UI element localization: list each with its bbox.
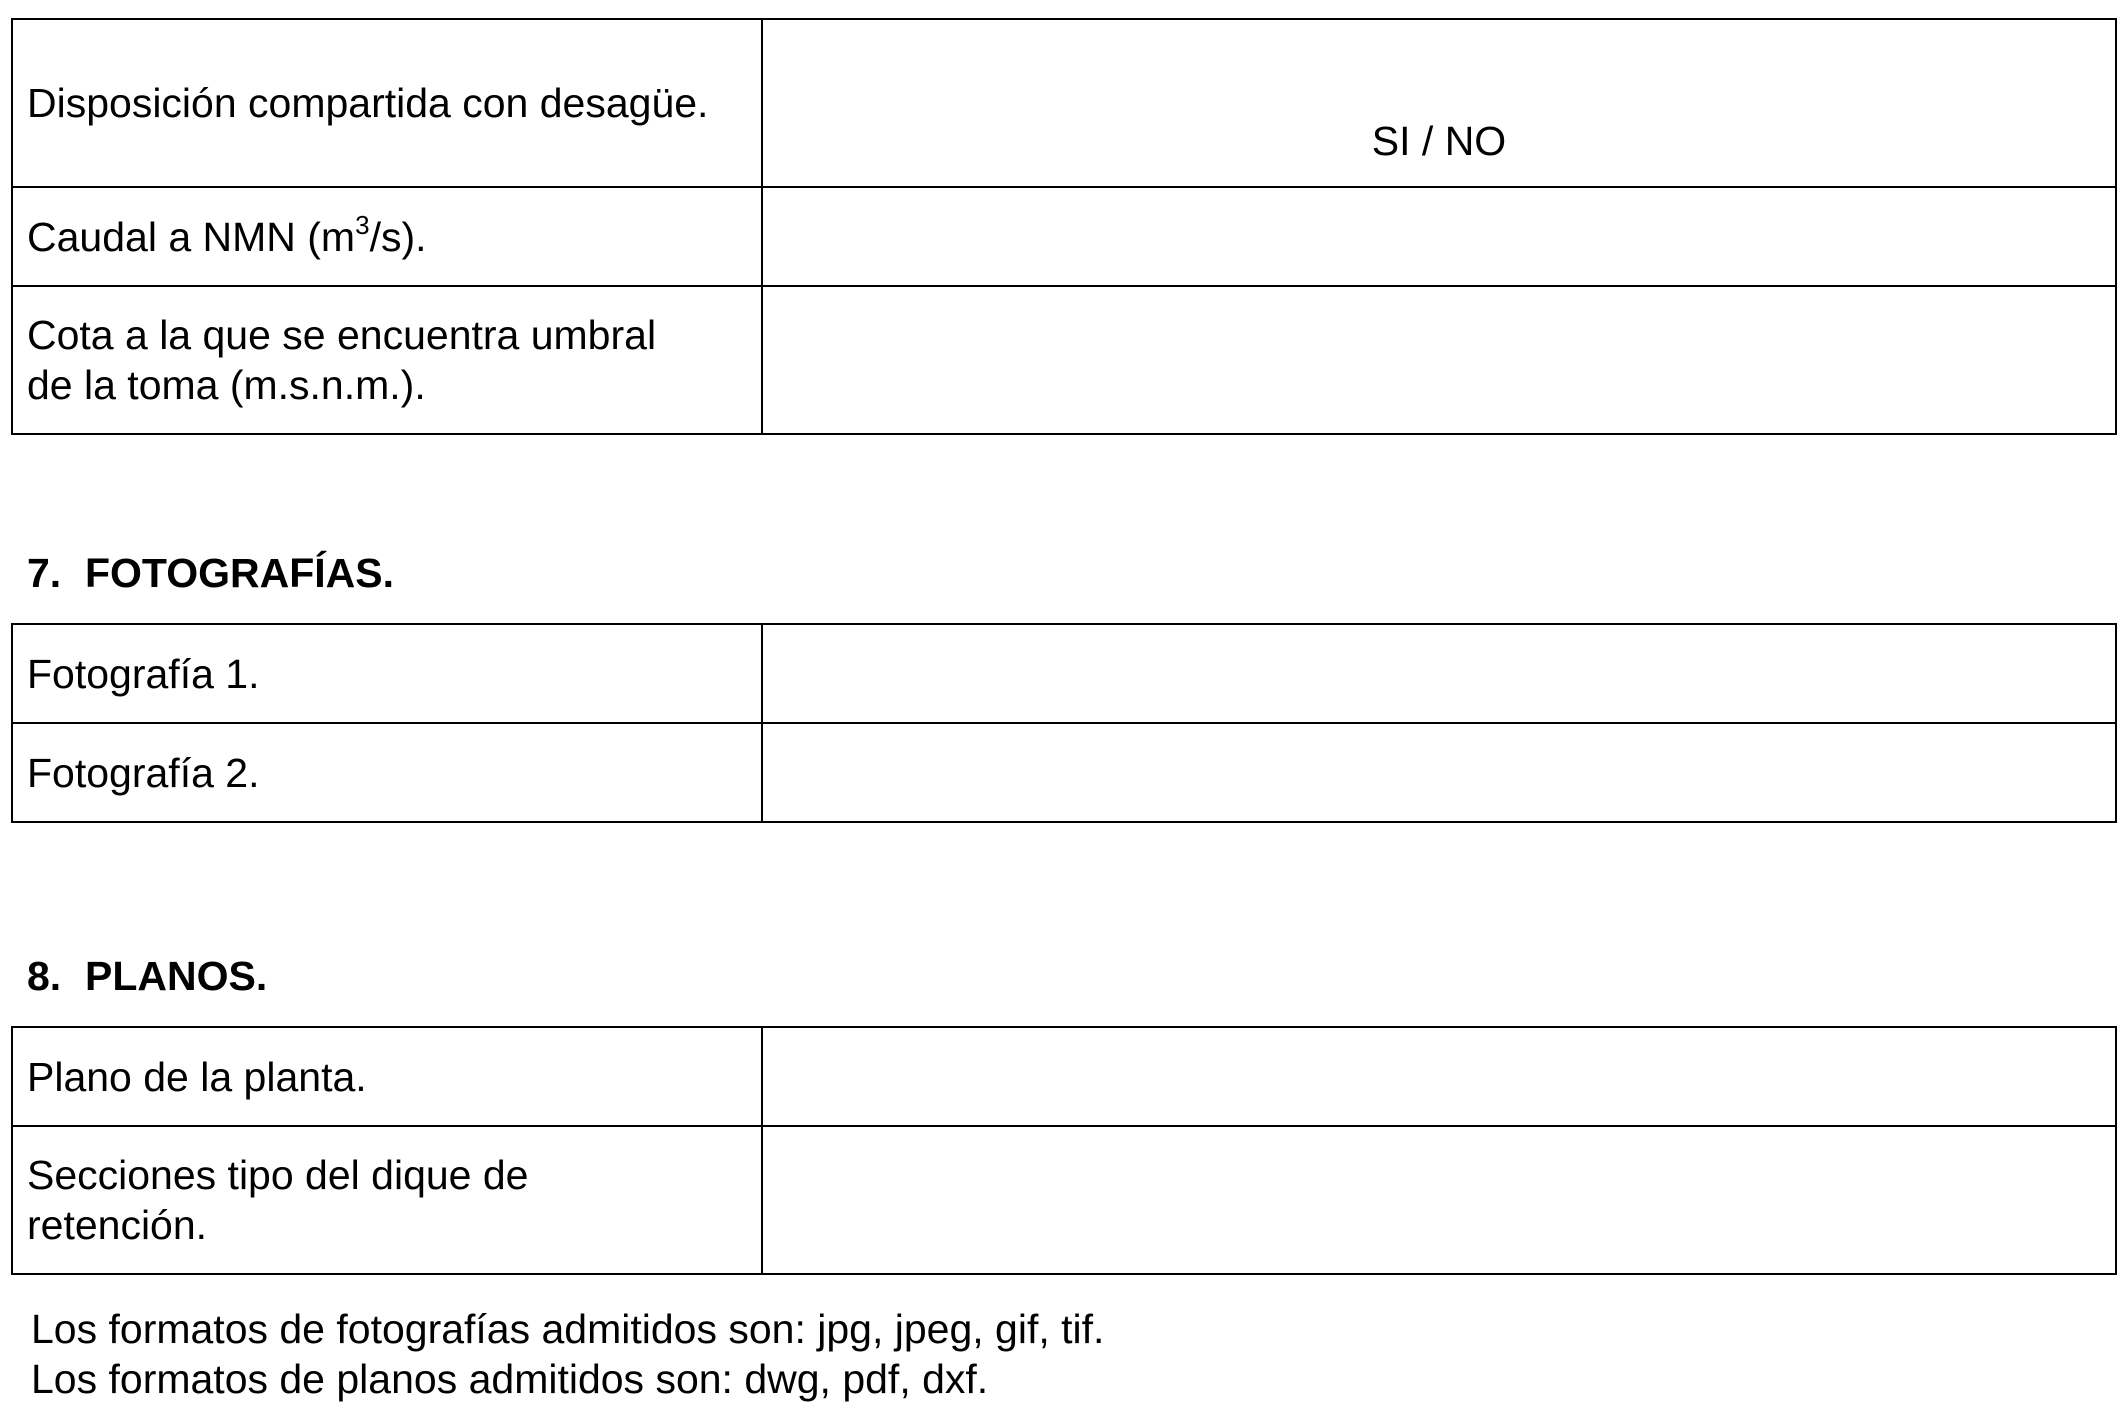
- row-label-text: Fotografía 1.: [27, 650, 260, 697]
- table-row: [12, 19, 2116, 187]
- photos-table: [11, 623, 2117, 823]
- section-title: FOTOGRAFÍAS.: [85, 550, 395, 596]
- section-heading-photos: [27, 548, 394, 598]
- table-row: [12, 723, 2116, 822]
- photo-formats-note: Los formatos de fotografías admitidos son: jpg, jpeg, gif, tif.: [31, 1306, 1105, 1352]
- row-label-photo-1: [12, 624, 762, 723]
- row-label-text: /s).: [369, 213, 427, 260]
- row-label-floor-plan: [12, 1027, 762, 1126]
- row-value-dam-sections[interactable]: [762, 1126, 2116, 1274]
- row-value-intake-elevation[interactable]: [762, 286, 2116, 434]
- table-row: [12, 1126, 2116, 1274]
- superscript-exponent: 3: [355, 209, 370, 240]
- row-value-photo-2[interactable]: [762, 723, 2116, 822]
- row-label-photo-2: [12, 723, 762, 822]
- plans-table: [11, 1026, 2117, 1275]
- dam-data-table: [11, 18, 2117, 435]
- row-label-text: Secciones tipo del dique de retención.: [27, 1152, 529, 1248]
- plan-formats-note: Los formatos de planos admitidos son: dwg, pdf, dxf.: [31, 1356, 989, 1402]
- row-label-dam-sections: [12, 1126, 762, 1274]
- section-heading-plans: [27, 951, 267, 1001]
- row-value-shared-outlet[interactable]: [762, 19, 2116, 187]
- row-label-text: Disposición compartida con desagüe.: [27, 80, 709, 126]
- section-title: PLANOS.: [85, 953, 268, 999]
- row-value-photo-1[interactable]: [762, 624, 2116, 723]
- row-label-flow-nmn: [12, 187, 762, 286]
- table-row: [12, 286, 2116, 434]
- row-label-text: Fotografía 2.: [27, 749, 260, 796]
- row-label-text: Caudal a NMN (m: [27, 213, 356, 260]
- section-number: 8.: [27, 953, 62, 999]
- row-value-floor-plan[interactable]: [762, 1027, 2116, 1126]
- row-value-flow-nmn[interactable]: [762, 187, 2116, 286]
- table-row: [12, 187, 2116, 286]
- row-label-intake-elevation: [12, 286, 762, 434]
- row-label-shared-outlet: [12, 19, 762, 187]
- section-number: 7.: [27, 550, 62, 596]
- row-label-text: Plano de la planta.: [27, 1053, 367, 1100]
- table-row: [12, 1027, 2116, 1126]
- yes-no-option[interactable]: SI / NO: [1371, 118, 1507, 164]
- row-label-text: Cota a la que se encuentra umbral de la toma (m.s.n.m.).: [27, 312, 657, 408]
- table-row: [12, 624, 2116, 723]
